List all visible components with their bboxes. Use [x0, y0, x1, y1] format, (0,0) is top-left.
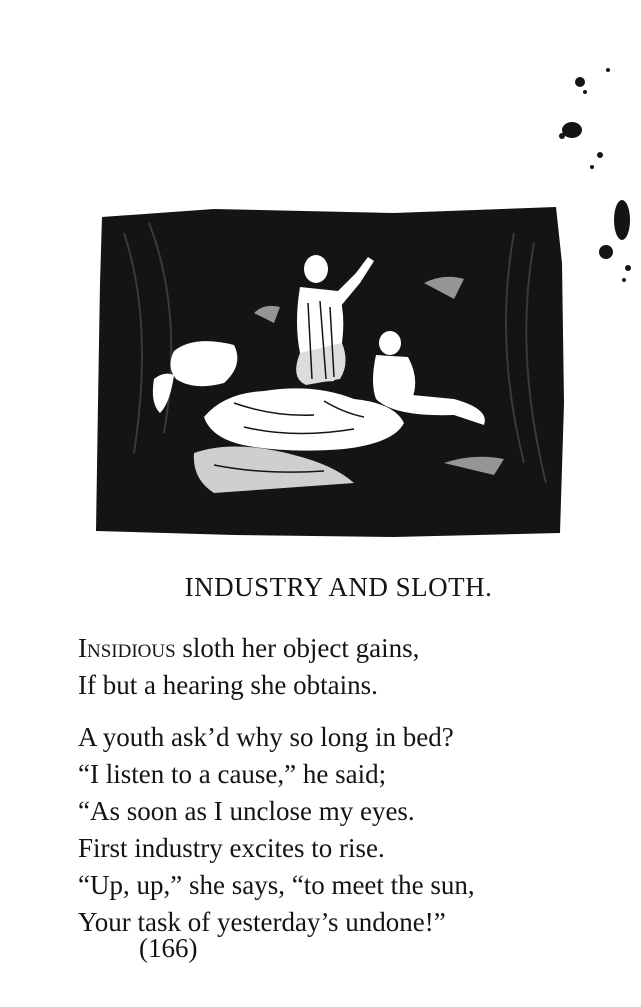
verse-line-text: sloth her object gains,	[175, 633, 420, 663]
verse-line-text: “I listen to a cause,” he said;	[78, 759, 387, 789]
stanza	[78, 630, 419, 704]
verse-line-text: A youth ask’d why so long in bed?	[78, 722, 454, 752]
verse-line	[78, 667, 419, 704]
verse-line	[78, 719, 475, 756]
verse-line	[78, 793, 475, 830]
stanza	[78, 719, 475, 941]
engraving-graphic	[94, 203, 566, 539]
verse-line-text: If but a hearing she obtains.	[78, 670, 378, 700]
verse-line	[78, 830, 475, 867]
verse-line-text: “As soon as I unclose my eyes.	[78, 796, 415, 826]
verse-line	[78, 630, 419, 667]
illustration-engraving	[94, 203, 566, 539]
verse-line-text: “Up, up,” she says, “to meet the sun,	[78, 870, 475, 900]
page-number: (166)	[139, 933, 198, 963]
verse-line-text: First industry excites to rise.	[78, 833, 385, 863]
verse-line	[78, 867, 475, 904]
verse-line	[78, 904, 475, 941]
verse-line-text: Your task of yesterday’s undone!”	[78, 907, 446, 937]
verse-line	[78, 756, 475, 793]
poem-title: INDUSTRY AND SLOTH.	[184, 572, 493, 602]
verse-line-lead: Insidious	[78, 633, 176, 663]
